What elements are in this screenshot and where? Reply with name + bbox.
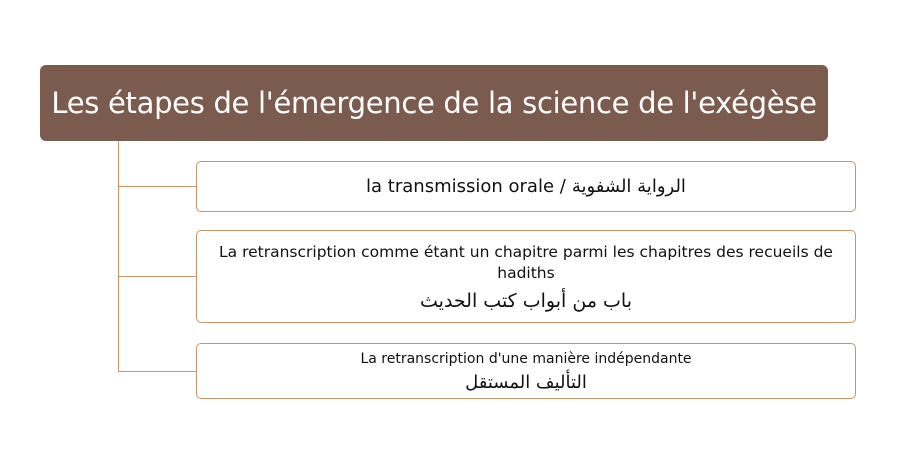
branch-connector-2 [118, 276, 197, 277]
stage-3-french: La retranscription d'une manière indépendante [360, 350, 692, 367]
branch-connector-3 [118, 371, 197, 372]
stage-1-text [366, 176, 686, 197]
stage-box-independent-writing [196, 343, 856, 399]
stage-2-french: La retranscription comme étant un chapitre parmi les chapitres des recueils de hadiths [219, 242, 833, 282]
stage-3-arabic: التأليف المستقل [465, 371, 587, 393]
branch-connector-1 [118, 186, 197, 187]
stage-box-oral-transmission [196, 161, 856, 212]
diagram-title-text: Les étapes de l'émergence de la science de l'exégèse [51, 86, 817, 120]
stage-box-hadith-chapter [196, 230, 856, 323]
vertical-connector [118, 141, 119, 371]
stage-1-french: la transmission orale / [366, 176, 566, 197]
stage-1-arabic: الرواية الشفوية [571, 176, 686, 197]
stage-2-arabic: باب من أبواب كتب الحديث [420, 289, 632, 312]
diagram-title [40, 65, 828, 141]
